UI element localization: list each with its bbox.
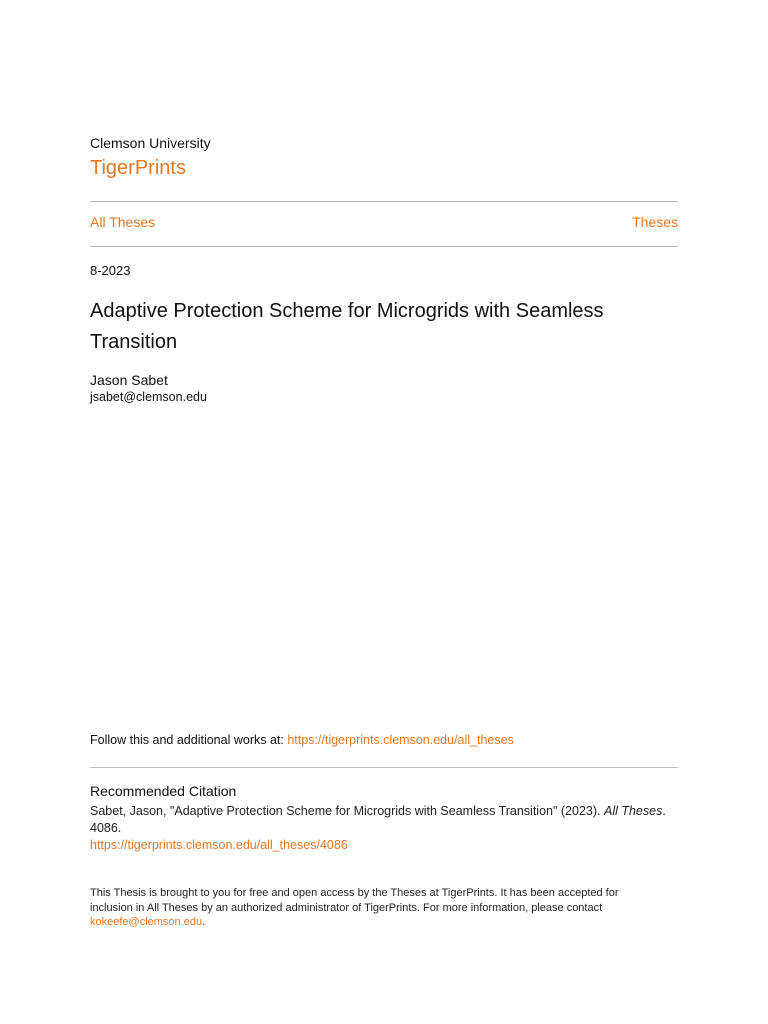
divider-nav <box>90 246 678 247</box>
notice-text: This Thesis is brought to you for free and open access by the Theses at TigerPrints. It has been accepted for inclusion in All Theses by an authorized administrator of TigerPrints. For more information, please contact <box>90 887 619 914</box>
access-notice <box>90 886 650 930</box>
citation-series: All Theses <box>603 804 663 818</box>
citation-number: . 4086. <box>90 804 666 835</box>
institution-name: Clemson University <box>90 135 211 151</box>
citation-link[interactable]: https://tigerprints.clemson.edu/all_theses/4086 <box>90 838 348 852</box>
notice-end: . <box>202 916 206 928</box>
publication-date: 8-2023 <box>90 263 131 278</box>
citation-heading: Recommended Citation <box>90 783 237 799</box>
divider-top <box>90 201 678 202</box>
author-name: Jason Sabet <box>90 372 168 388</box>
citation-body: Sabet, Jason, "Adaptive Protection Scheme for Microgrids with Seamless Transition" (2023). <box>90 804 604 818</box>
document-title: Adaptive Protection Scheme for Microgrids with Seamless Transition <box>90 300 604 353</box>
contact-email-link[interactable]: kokeefe@clemson.edu <box>90 916 203 928</box>
follow-link[interactable]: https://tigerprints.clemson.edu/all_theses <box>287 733 514 747</box>
repository-link[interactable]: TigerPrints <box>90 157 186 179</box>
author-email: jsabet@clemson.edu <box>90 390 207 404</box>
follow-label: Follow this and additional works at: <box>90 733 288 747</box>
collection-link[interactable]: All Theses <box>90 214 156 230</box>
citation-text <box>90 803 678 837</box>
follow-line <box>90 733 514 747</box>
parent-collection-link[interactable]: Theses <box>632 214 678 230</box>
divider-citation <box>90 767 678 768</box>
cover-page <box>90 0 678 1024</box>
